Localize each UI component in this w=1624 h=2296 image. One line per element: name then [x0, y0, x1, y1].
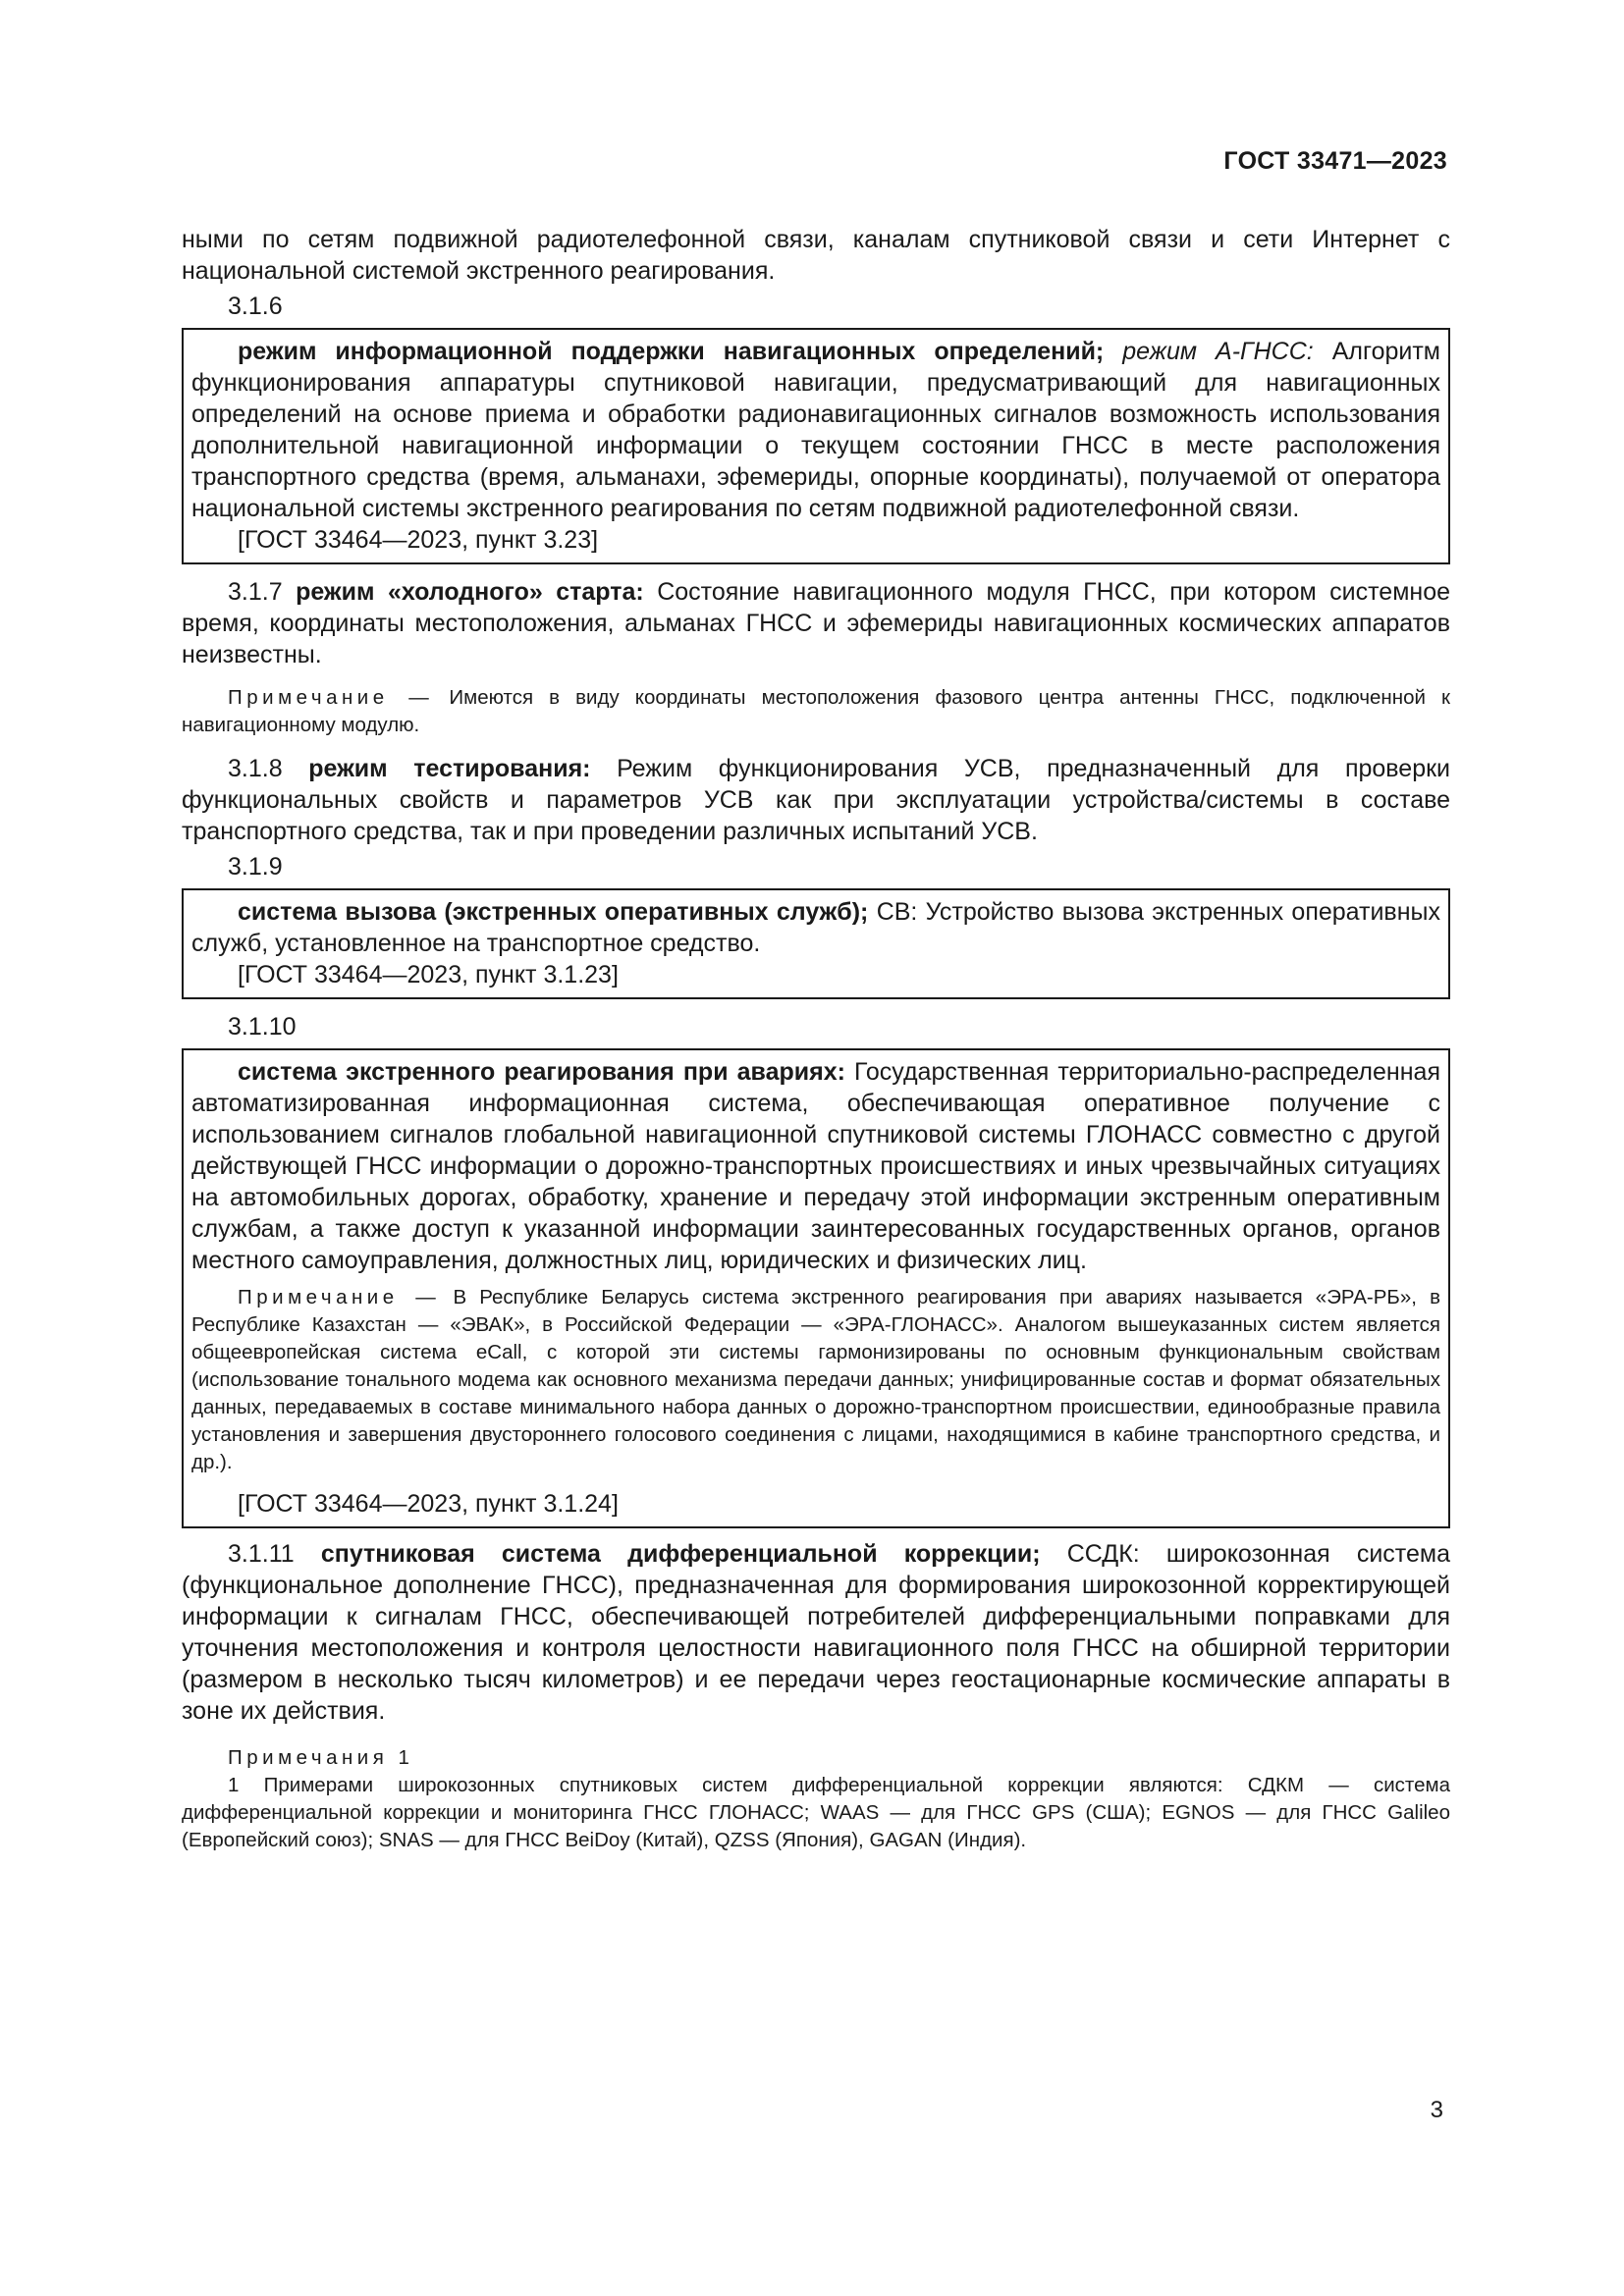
term-definition: ССДК: широкозонная система (функциональное дополнение ГНСС), предназначенная для формирования широкозонной корректирующей информации к сигналам ГНСС, обеспечивающей потребителей дифференциальными поправками для уточнения местоположения и контроля целостности навигационного поля ГНСС на обширной территории (размером в несколько тысяч километров) и ее передачи через геостационарные космические аппараты в зоне их действия.: [182, 1540, 1450, 1725]
clause-number-3-1-10: 3.1.10: [228, 1013, 297, 1041]
term-name: режим тестирования:: [308, 755, 591, 782]
term-box-3-1-9: [182, 888, 1450, 999]
term-definition: СВ: Устройство вызова экстренных оперативных служб, установленное на транспортное средство.: [191, 898, 1440, 957]
term-name: система вызова (экстренных оперативных служб);: [238, 898, 869, 926]
notes-label-3-1-11: Примечания 1: [228, 1746, 414, 1769]
term-name: система экстренного реагирования при авариях:: [238, 1058, 845, 1086]
note-text: Имеются в виду координаты местоположения фазового центра антенны ГНСС, подключенной к навигационному модулю.: [182, 686, 1450, 736]
source-reference: [ГОСТ 33464—2023, пункт 3.23]: [238, 526, 599, 554]
page-number: 3: [1430, 2097, 1443, 2123]
page-content: [182, 224, 1450, 1854]
term-box-3-1-6: [182, 328, 1450, 564]
note-3-1-7: [182, 684, 1450, 739]
note-3-1-10: [191, 1284, 1440, 1476]
term-name: спутниковая система дифференциальной коррекции;: [320, 1540, 1041, 1568]
term-box-3-1-10: [182, 1048, 1450, 1528]
continuation-paragraph: ными по сетям подвижной радиотелефонной связи, каналам спутниковой связи и сети Интернет с национальной системой экстренного реагирования.: [182, 226, 1450, 285]
term-name: режим информационной поддержки навигационных определений;: [238, 338, 1105, 365]
clause-number-3-1-11: 3.1.11: [228, 1540, 295, 1568]
source-reference: [ГОСТ 33464—2023, пункт 3.1.24]: [238, 1490, 619, 1518]
term-entry-3-1-8: [182, 753, 1450, 847]
term-entry-3-1-6: [191, 336, 1440, 524]
term-definition: Режим функционирования УСВ, предназначенный для проверки функциональных свойств и параметров УСВ как при эксплуатации устройства/системы в составе транспортного средства, так и при проведении различных испытаний УСВ.: [182, 755, 1450, 845]
source-reference: [ГОСТ 33464—2023, пункт 3.1.23]: [238, 961, 619, 988]
clause-number-3-1-9: 3.1.9: [228, 853, 283, 881]
term-entry-3-1-10: [191, 1056, 1440, 1276]
term-definition: Государственная территориально-распределенная автоматизированная информационная система, обеспечивающая оперативное получение с использованием сигналов глобальной навигационной спутниковой системы ГЛОНАСС совместно с другой действующей ГНСС информации о дорожно-транспортных происшествиях и иных чрезвычайных ситуациях на автомобильных дорогах, обработку, хранение и передачу этой информации экстренным оперативным службам, а также доступ к указанной информации заинтересованных государственных органов, органов местного самоуправления, должностных лиц, юридических и физических лиц.: [191, 1058, 1440, 1274]
clause-number-3-1-6: 3.1.6: [228, 293, 283, 320]
term-entry-3-1-11: [182, 1538, 1450, 1727]
term-alias: режим А-ГНСС:: [1122, 338, 1314, 365]
clause-number-3-1-7: 3.1.7: [228, 578, 283, 606]
term-entry-3-1-7: [182, 576, 1450, 670]
note-text: В Республике Беларусь система экстренного реагирования при авариях называется «ЭРА-РБ», в Республике Казахстан — «ЭВАК», в Российской Федерации — «ЭРА-ГЛОНАСС». Аналогом вышеуказанных систем является общеевропейская система eCall, с которой эти системы гармонизированы по основным функциональным свойствам (использование тонального модема как основного механизма передачи данных; унифицированные состав и формат обязательных данных, передаваемых в составе минимального набора данных о дорожно-транспортном происшествии, единообразные правила установления и завершения двустороннего голосового соединения с лицами, находящимися в кабине транспортного средства, и др.).: [191, 1286, 1440, 1473]
note-label: Примечание —: [238, 1286, 441, 1308]
clause-number-3-1-8: 3.1.8: [228, 755, 283, 782]
note-label: Примечание —: [228, 686, 434, 709]
term-definition: Состояние навигационного модуля ГНСС, при котором системное время, координаты местоположения, альманах ГНСС и эфемериды навигационных космических аппаратов неизвестны.: [182, 578, 1451, 668]
term-name: режим «холодного» старта:: [296, 578, 644, 606]
term-entry-3-1-9: [191, 896, 1440, 959]
standard-code: ГОСТ 33471—2023: [1223, 147, 1447, 175]
notes-text-3-1-11: 1 Примерами широкозонных спутниковых систем дифференциальной коррекции являются: СДКМ — система дифференциальной коррекции и мониторинга ГНСС ГЛОНАСС; WAAS — для ГНСС GPS (США); EGNOS — для ГНСС Galileo (Европейский союз); SNAS — для ГНСС BeiDoy (Китай), QZSS (Япония), GAGAN (Индия).: [182, 1774, 1450, 1851]
term-definition: Алгоритм функционирования аппаратуры спутниковой навигации, предусматривающий для навигационных определений на основе приема и обработки радионавигационных сигналов возможность использования дополнительной навигационной информации о текущем состоянии ГНСС в месте расположения транспортного средства (время, альманахи, эфемериды, опорные координаты), получаемой от оператора национальной системы экстренного реагирования по сетям подвижной радиотелефонной связи.: [191, 338, 1440, 522]
